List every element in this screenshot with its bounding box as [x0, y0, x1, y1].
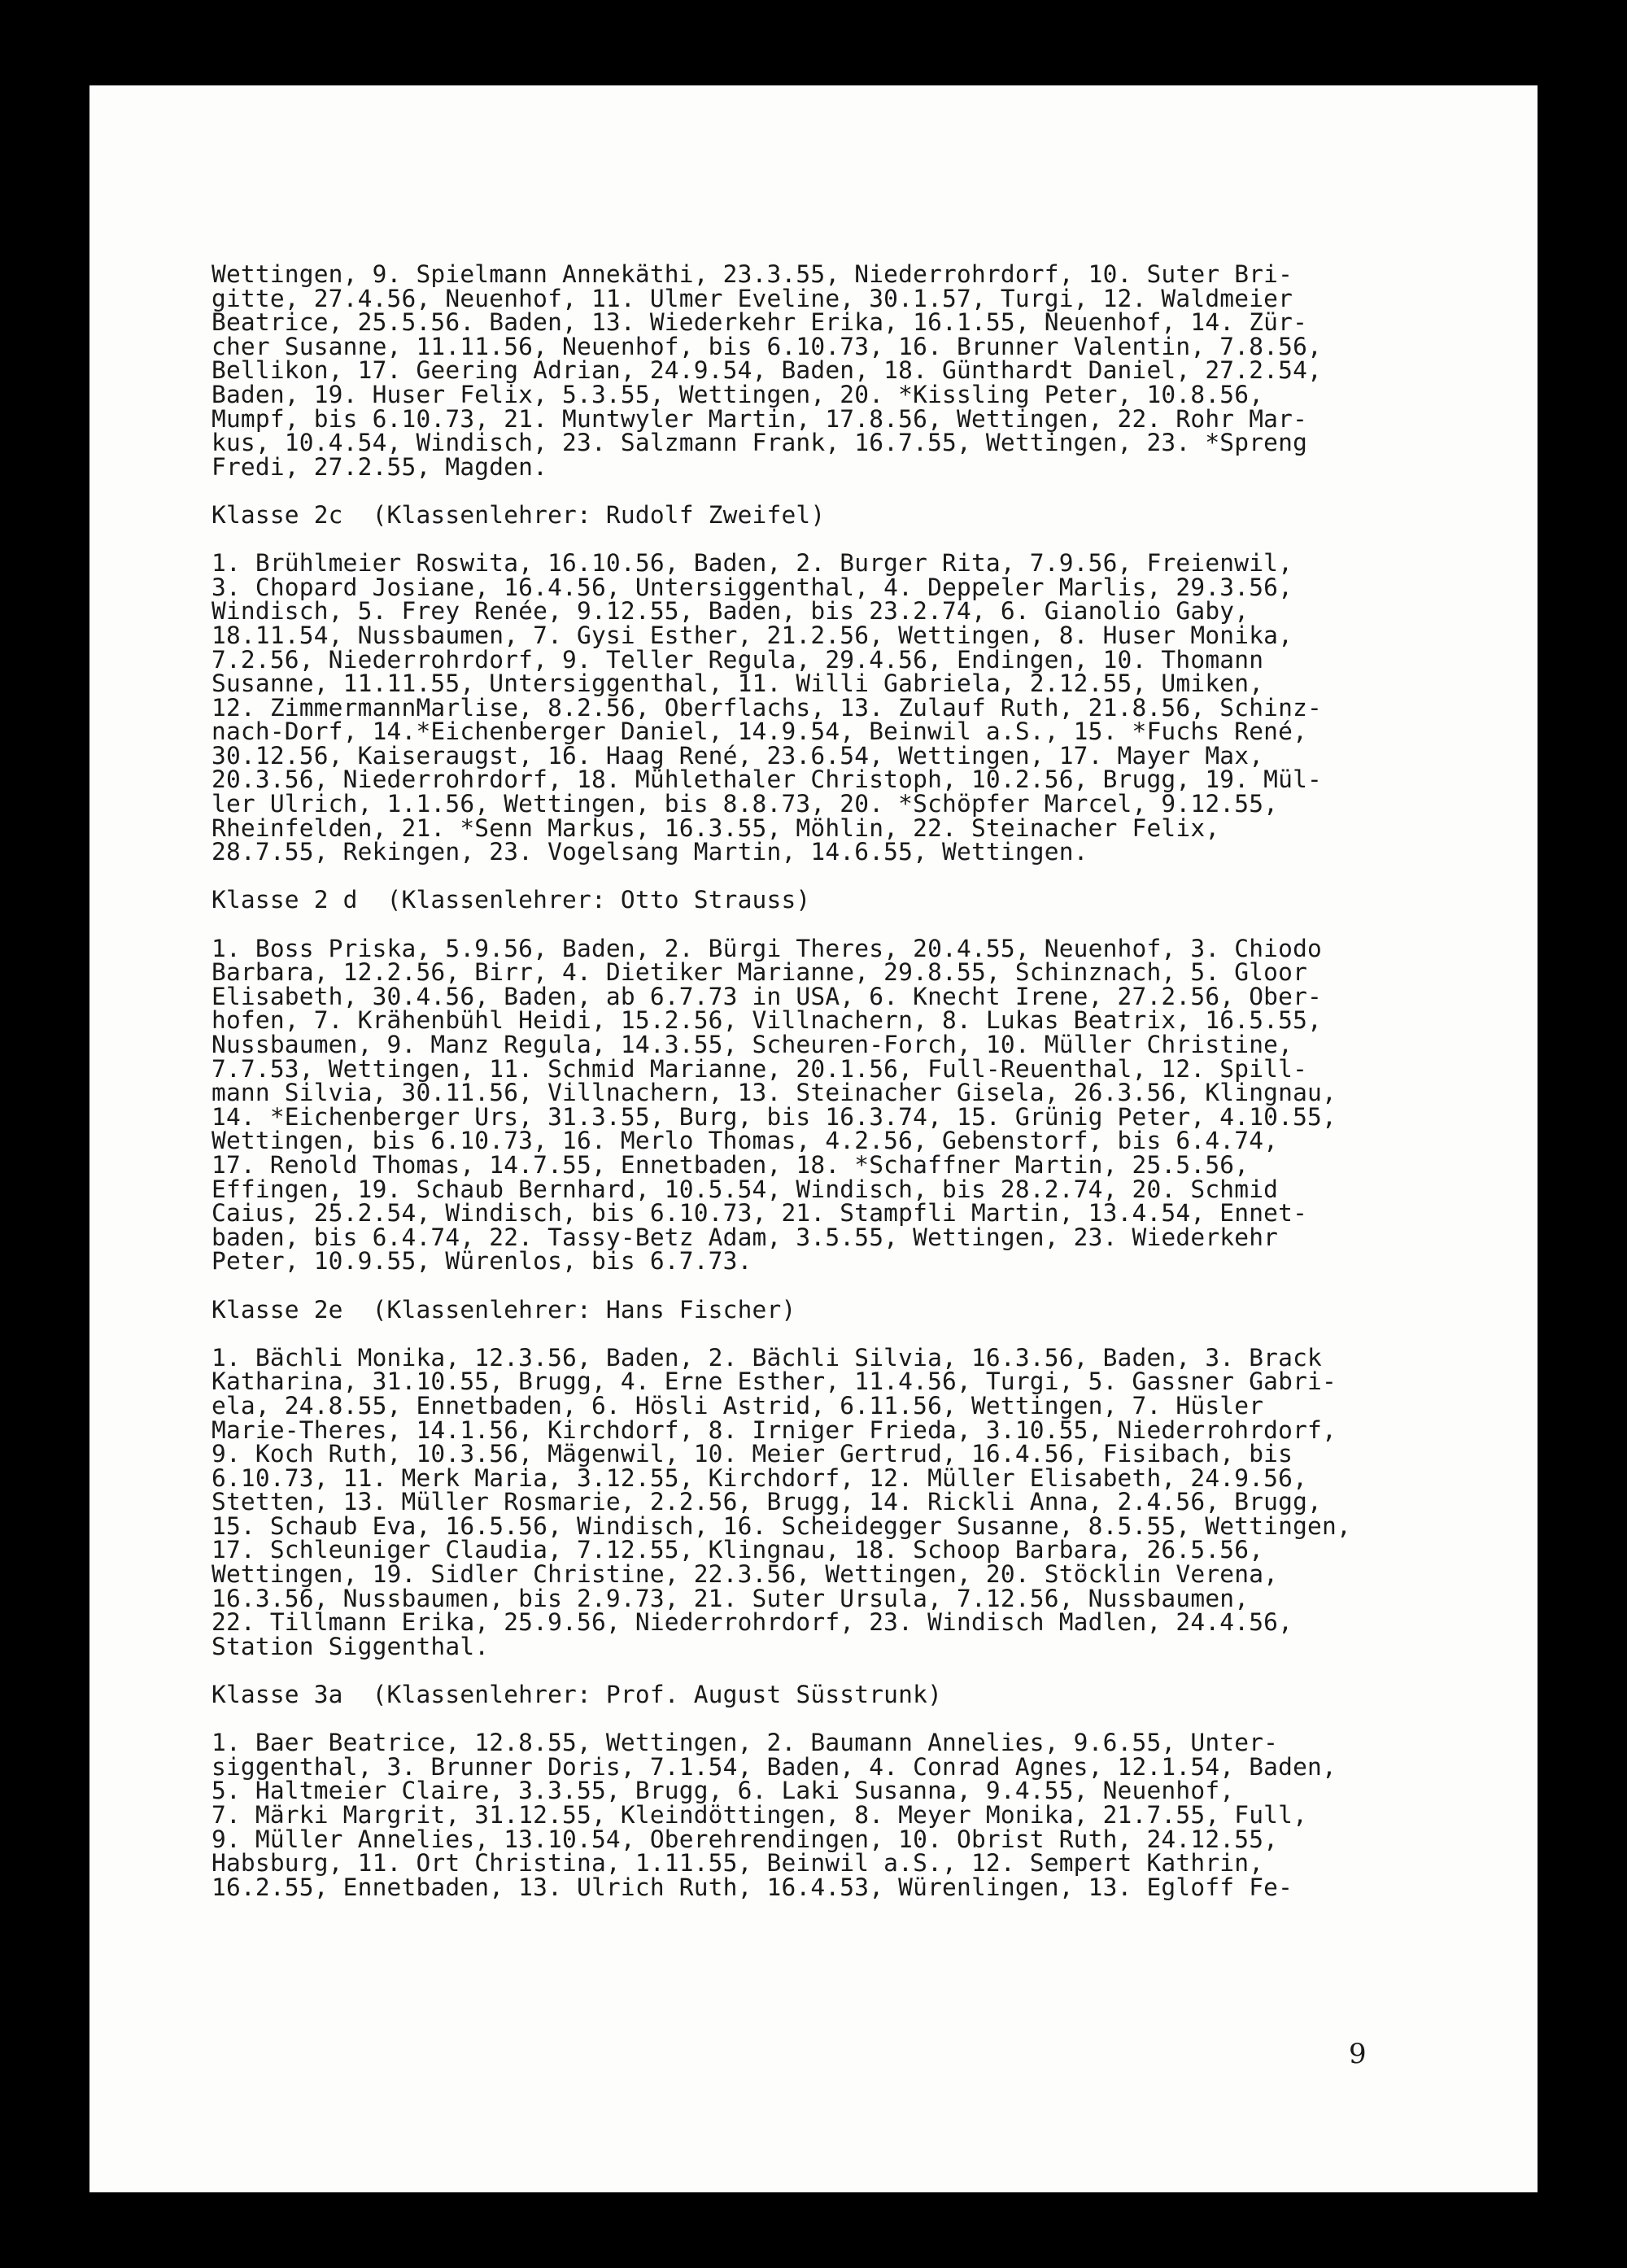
- section-2d: [212, 934, 1546, 1276]
- text-line: cher Susanne, 11.11.56, Neuenhof, bis 6.10.73, 16. Brunner Valentin, 7.8.56,: [212, 332, 1322, 360]
- text-line: 9. Koch Ruth, 10.3.56, Mägenwil, 10. Meier Gertrud, 16.4.56, Fisibach, bis: [212, 1440, 1293, 1468]
- text-line: 6.10.73, 11. Merk Maria, 3.12.55, Kirchdorf, 12. Müller Elisabeth, 24.9.56,: [212, 1463, 1308, 1492]
- text-line: Wettingen, 9. Spielmann Annekäthi, 23.3.55, Niederrohrdorf, 10. Suter Bri-: [212, 260, 1293, 288]
- section-2c: [212, 549, 1546, 866]
- section-3a: [212, 1731, 1546, 1899]
- text-line: baden, bis 6.4.74, 22. Tassy-Betz Adam, 3.5.55, Wettingen, 23. Wiederkehr: [212, 1223, 1279, 1251]
- text-line: 9. Müller Annelies, 13.10.54, Oberehrendingen, 10. Obrist Ruth, 24.12.55,: [212, 1825, 1279, 1853]
- text-line: 1. Boss Priska, 5.9.56, Baden, 2. Bürgi Theres, 20.4.55, Neuenhof, 3. Chiodo: [212, 934, 1322, 962]
- text-line: Wettingen, 19. Sidler Christine, 22.3.56, Wettingen, 20. Stöcklin Verena,: [212, 1560, 1279, 1589]
- text-line: Barbara, 12.2.56, Birr, 4. Dietiker Marianne, 29.8.55, Schinznach, 5. Gloor: [212, 958, 1308, 987]
- text-line: 7. Märki Margrit, 31.12.55, Kleindöttingen, 8. Meyer Monika, 21.7.55, Full,: [212, 1801, 1308, 1829]
- text-line: Bellikon, 17. Geering Adrian, 24.9.54, Baden, 18. Günthardt Daniel, 27.2.54,: [212, 356, 1322, 385]
- text-line: ela, 24.8.55, Ennetbaden, 6. Hösli Astrid, 6.11.56, Wettingen, 7. Hüsler: [212, 1391, 1264, 1420]
- text-line: 30.12.56, Kaiseraugst, 16. Haag René, 23.6.54, Wettingen, 17. Mayer Max,: [212, 741, 1264, 770]
- text-line: ler Ulrich, 1.1.56, Wettingen, bis 8.8.73, 20. *Schöpfer Marcel, 9.12.55,: [212, 790, 1279, 818]
- text-line: 15. Schaub Eva, 16.5.56, Windisch, 16. Scheidegger Susanne, 8.5.55, Wettingen,: [212, 1511, 1351, 1540]
- text-line: 7.7.53, Wettingen, 11. Schmid Marianne, 20.1.56, Full-Reuenthal, 12. Spill-: [212, 1054, 1308, 1083]
- text-line: 16.2.55, Ennetbaden, 13. Ulrich Ruth, 16.4.53, Würenlingen, 13. Egloff Fe-: [212, 1873, 1293, 1901]
- text-line: Marie-Theres, 14.1.56, Kirchdorf, 8. Irniger Frieda, 3.10.55, Niederrohrdorf,: [212, 1415, 1337, 1444]
- text-line: Habsburg, 11. Ort Christina, 1.11.55, Beinwil a.S., 12. Sempert Kathrin,: [212, 1849, 1264, 1878]
- text-line: Nussbaumen, 9. Manz Regula, 14.3.55, Scheuren-Forch, 10. Müller Christine,: [212, 1031, 1293, 1058]
- text-line: kus, 10.4.54, Windisch, 23. Salzmann Frank, 16.7.55, Wettingen, 23. *Spreng: [212, 429, 1308, 457]
- text-line: Peter, 10.9.55, Würenlos, bis 6.7.73.: [212, 1247, 752, 1276]
- text-line: Stetten, 13. Müller Rosmarie, 2.2.56, Brugg, 14. Rickli Anna, 2.4.56, Brugg,: [212, 1488, 1322, 1516]
- text-line: Baden, 19. Huser Felix, 5.3.55, Wettingen, 20. *Kissling Peter, 10.8.56,: [212, 380, 1264, 408]
- text-line: Beatrice, 25.5.56. Baden, 13. Wiederkehr Erika, 16.1.55, Neuenhof, 14. Zür-: [212, 308, 1308, 337]
- text-line: 12. ZimmermannMarlise, 8.2.56, Oberflachs, 13. Zulauf Ruth, 21.8.56, Schinz-: [212, 693, 1322, 722]
- text-line: 1. Baer Beatrice, 12.8.55, Wettingen, 2. Baumann Annelies, 9.6.55, Unter-: [212, 1729, 1279, 1757]
- section-heading-2c: Klasse 2c (Klassenlehrer: Rudolf Zweifel): [212, 500, 826, 529]
- text-line: gitte, 27.4.56, Neuenhof, 11. Ulmer Eveline, 30.1.57, Turgi, 12. Waldmeier: [212, 284, 1293, 312]
- text-line: 1. Bächli Monika, 12.3.56, Baden, 2. Bächli Silvia, 16.3.56, Baden, 3. Brack: [212, 1343, 1322, 1372]
- text-line: 14. *Eichenberger Urs, 31.3.55, Burg, bis 16.3.74, 15. Grünig Peter, 4.10.55,: [212, 1102, 1337, 1131]
- section-heading-3a: Klasse 3a (Klassenlehrer: Prof. August Süsstrunk): [212, 1681, 943, 1709]
- text-line: 1. Brühlmeier Roswita, 16.10.56, Baden, 2. Burger Rita, 7.9.56, Freienwil,: [212, 549, 1293, 578]
- page-number: 9: [1349, 2038, 1367, 2070]
- text-line: siggenthal, 3. Brunner Doris, 7.1.54, Baden, 4. Conrad Agnes, 12.1.54, Baden,: [212, 1752, 1337, 1781]
- text-line: 22. Tillmann Erika, 25.9.56, Niederrohrdorf, 23. Windisch Madlen, 24.4.56,: [212, 1608, 1293, 1637]
- text-line: Susanne, 11.11.55, Untersiggenthal, 11. Willi Gabriela, 2.12.55, Umiken,: [212, 669, 1264, 698]
- text-line: 5. Haltmeier Claire, 3.3.55, Brugg, 6. Laki Susanna, 9.4.55, Neuenhof,: [212, 1777, 1235, 1805]
- text-line: 7.2.56, Niederrohrdorf, 9. Teller Regula, 29.4.56, Endingen, 10. Thomann: [212, 645, 1264, 674]
- text-line: 17. Schleuniger Claudia, 7.12.55, Klingnau, 18. Schoop Barbara, 26.5.56,: [212, 1536, 1264, 1564]
- text-line: Fredi, 27.2.55, Magden.: [212, 452, 548, 481]
- text-line: mann Silvia, 30.11.56, Villnachern, 13. Steinacher Gisela, 26.3.56, Klingnau,: [212, 1079, 1337, 1107]
- section-continuation: [212, 260, 1546, 481]
- section-heading-2d: Klasse 2 d (Klassenlehrer: Otto Strauss): [212, 886, 811, 914]
- text-line: Effingen, 19. Schaub Bernhard, 10.5.54, Windisch, bis 28.2.74, 20. Schmid: [212, 1175, 1279, 1203]
- text-line: nach-Dorf, 14.*Eichenberger Daniel, 14.9.54, Beinwil a.S., 15. *Fuchs René,: [212, 717, 1308, 746]
- text-line: Wettingen, bis 6.10.73, 16. Merlo Thomas, 4.2.56, Gebenstorf, bis 6.4.74,: [212, 1127, 1279, 1155]
- text-line: Rheinfelden, 21. *Senn Markus, 16.3.55, Möhlin, 22. Steinacher Felix,: [212, 813, 1220, 842]
- document-page: [89, 85, 1538, 2192]
- text-line: Katharina, 31.10.55, Brugg, 4. Erne Esther, 11.4.56, Turgi, 5. Gassner Gabri-: [212, 1367, 1337, 1396]
- text-line: 28.7.55, Rekingen, 23. Vogelsang Martin, 14.6.55, Wettingen.: [212, 838, 1088, 866]
- text-line: Station Siggenthal.: [212, 1632, 490, 1660]
- text-line: Caius, 25.2.54, Windisch, bis 6.10.73, 21. Stampfli Martin, 13.4.54, Ennet-: [212, 1199, 1308, 1228]
- text-line: 18.11.54, Nussbaumen, 7. Gysi Esther, 21.2.56, Wettingen, 8. Huser Monika,: [212, 621, 1293, 649]
- text-line: 3. Chopard Josiane, 16.4.56, Untersiggenthal, 4. Deppeler Marlis, 29.3.56,: [212, 573, 1293, 601]
- text-line: 16.3.56, Nussbaumen, bis 2.9.73, 21. Suter Ursula, 7.12.56, Nussbaumen,: [212, 1584, 1250, 1612]
- text-line: hofen, 7. Krähenbühl Heidi, 15.2.56, Villnachern, 8. Lukas Beatrix, 16.5.55,: [212, 1006, 1322, 1035]
- section-heading-2e: Klasse 2e (Klassenlehrer: Hans Fischer): [212, 1295, 796, 1324]
- text-line: Windisch, 5. Frey Renée, 9.12.55, Baden, bis 23.2.74, 6. Gianolio Gaby,: [212, 597, 1250, 626]
- text-line: 17. Renold Thomas, 14.7.55, Ennetbaden, 18. *Schaffner Martin, 25.5.56,: [212, 1150, 1250, 1179]
- text-line: Mumpf, bis 6.10.73, 21. Muntwyler Martin, 17.8.56, Wettingen, 22. Rohr Mar-: [212, 404, 1308, 433]
- text-line: 20.3.56, Niederrohrdorf, 18. Mühlethaler Christoph, 10.2.56, Brugg, 19. Mül-: [212, 765, 1322, 794]
- document-body: [212, 260, 1546, 1901]
- section-2e: [212, 1343, 1546, 1660]
- text-line: Elisabeth, 30.4.56, Baden, ab 6.7.73 in USA, 6. Knecht Irene, 27.2.56, Ober-: [212, 982, 1322, 1010]
